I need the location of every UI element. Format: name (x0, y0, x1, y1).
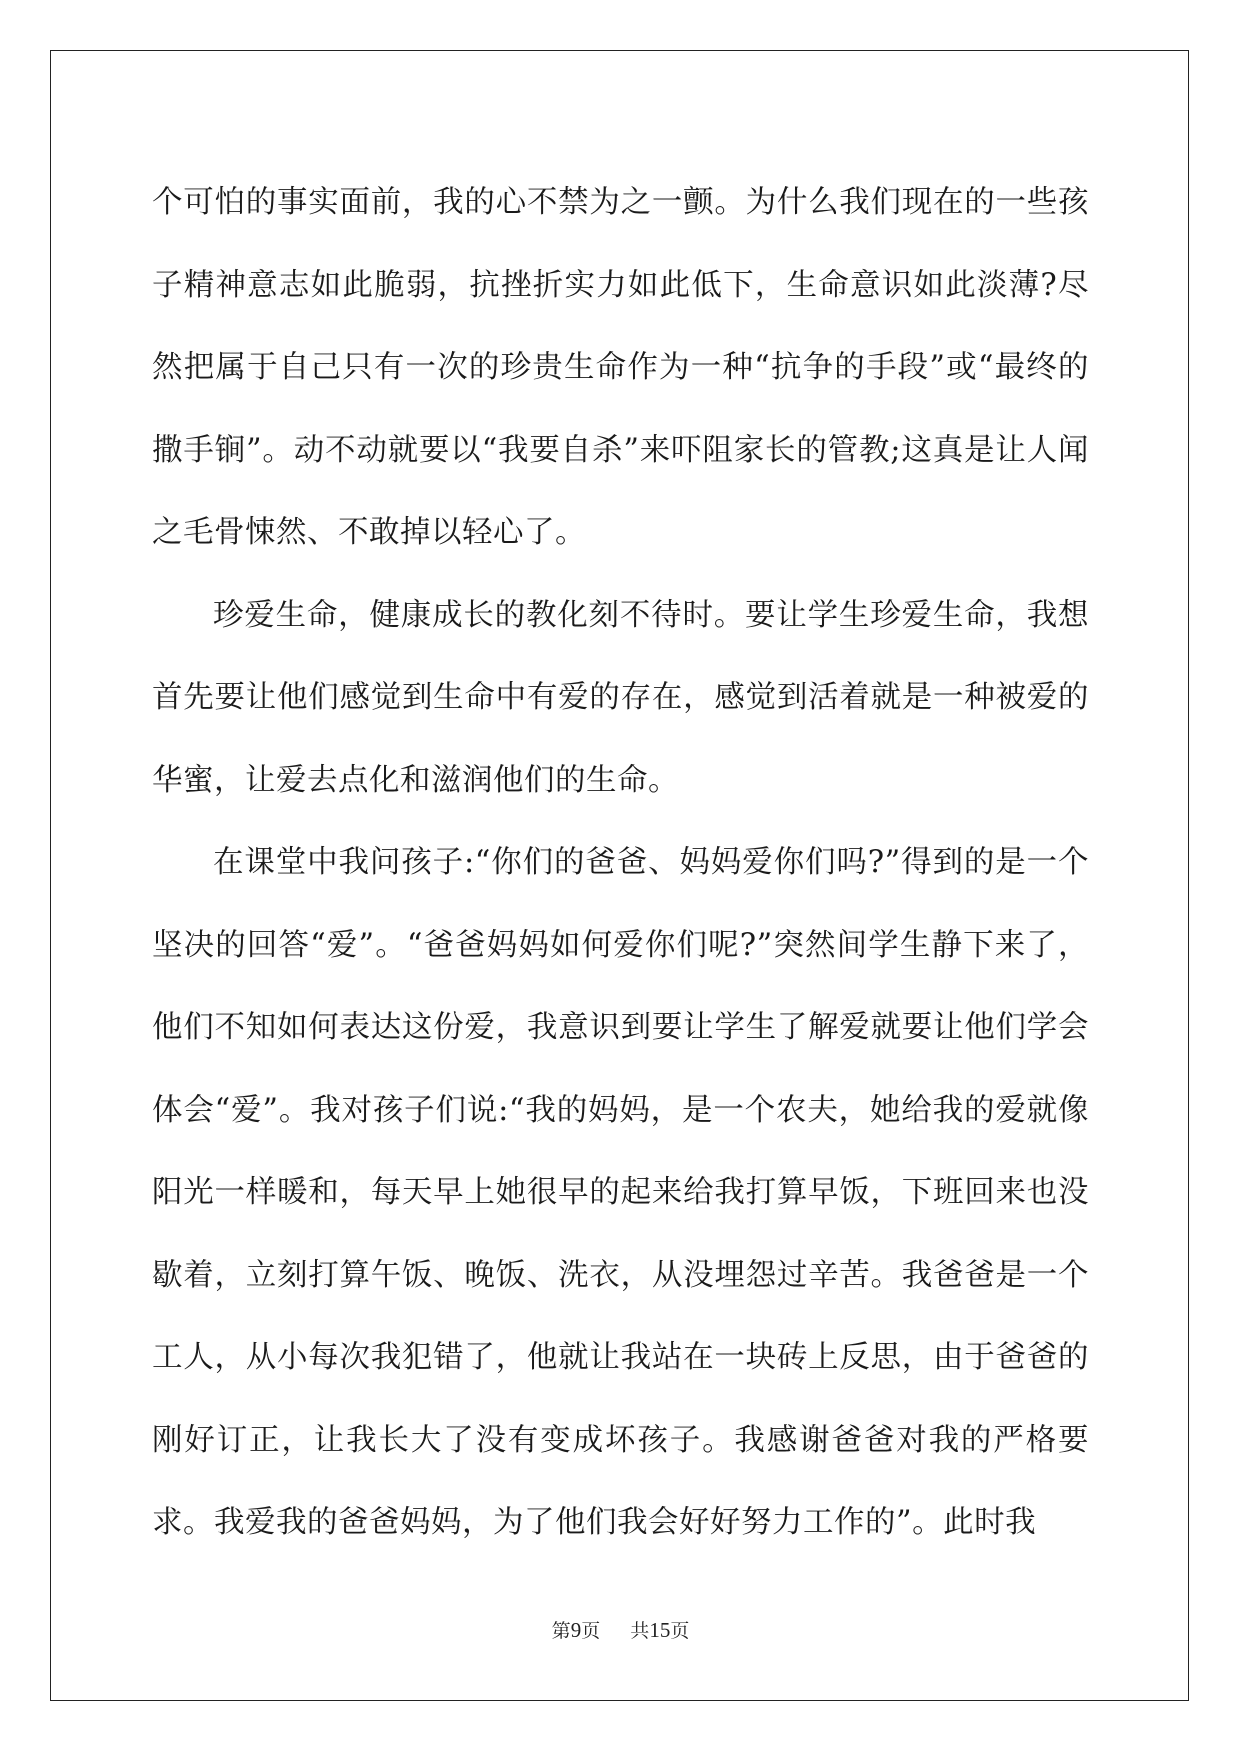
total-pages-number: 15 (649, 1618, 671, 1642)
page-unit: 页 (581, 1620, 601, 1642)
document-body (152, 162, 1089, 1565)
paragraph: 在课堂中我问孩子:“你们的爸爸、妈妈爱你们吗?”得到的是一个坚决的回答“爱”。“爸爸妈妈如何爱你们呢?”突然间学生静下来了，他们不知如何表达这份爱，我意识到要让学生了解爱就要让他们学会体会“爱”。我对孩子们说:“我的妈妈，是一个农夫，她给我的爱就像阳光一样暖和，每天早上她很早的起来给我打算早饭，下班回来也没歇着，立刻打算午饭、晚饭、洗衣，从没埋怨过辛苦。我爸爸是一个工人，从小每次我犯错了，他就让我站在一块砖上反思，由于爸爸的刚好订正，让我长大了没有变成坏孩子。我感谢爸爸对我的严格要求。我爱我的爸爸妈妈，为了他们我会好好努力工作的”。此时我 (152, 845, 1089, 1540)
page-number-label (552, 1620, 607, 1642)
paragraph-continued: 个可怕的事实面前，我的心不禁为之一颤。为什么我们现在的一些孩子精神意志如此脆弱，抗挫折实力如此低下，生命意识如此淡薄?尽然把属于自己只有一次的珍贵生命作为一种“抗争的手段”或“最终的撒手锏”。动不动就要以“我要自杀”来吓阻家长的管教;这真是让人闻之毛骨悚然、不敢掉以轻心了。 (152, 185, 1089, 550)
total-unit: 页 (670, 1620, 690, 1642)
page-footer (0, 1616, 1241, 1643)
current-page-number: 9 (570, 1618, 582, 1642)
paragraph: 珍爱生命，健康成长的教化刻不待时。要让学生珍爱生命，我想首先要让他们感觉到生命中有爱的存在，感觉到活着就是一种被爱的华蜜，让爱去点化和滋润他们的生命。 (152, 597, 1089, 798)
page-total-label (630, 1620, 689, 1642)
total-prefix: 共 (630, 1620, 650, 1642)
page-prefix: 第 (551, 1620, 571, 1642)
